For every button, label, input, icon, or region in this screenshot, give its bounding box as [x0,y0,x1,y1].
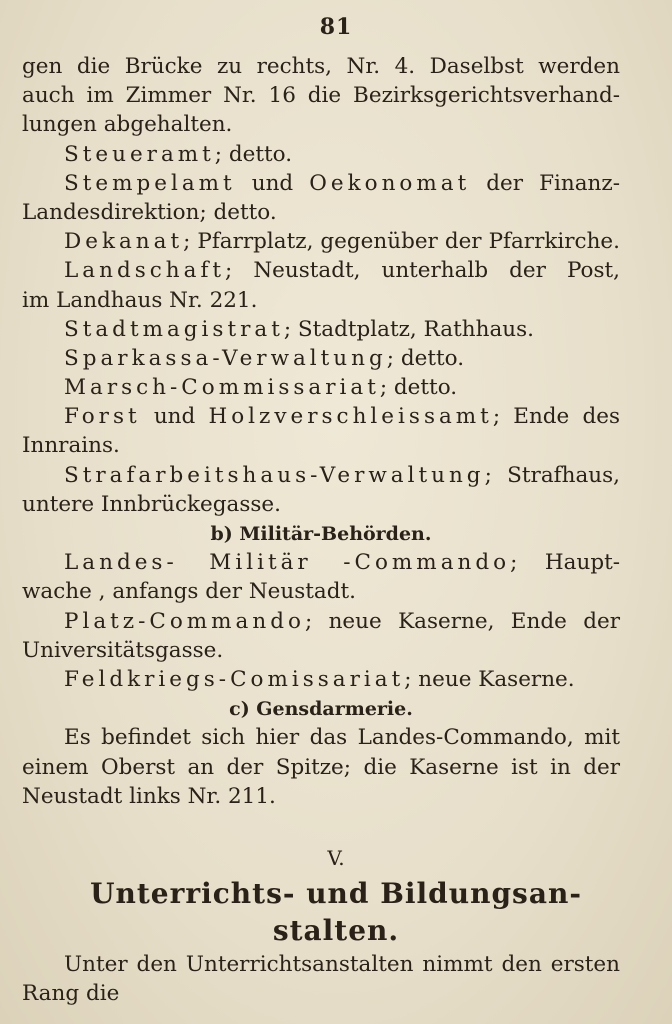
entry-name: Stempelamt [64,170,236,196]
text-line: Universitätsgasse. [22,637,224,663]
entry-detail: ; Neustadt, unterhalb der Post, [225,258,620,284]
entry-detail: und [235,170,310,196]
entry-name: Dekanat [64,229,184,255]
entry-detail: ; neue Kaserne. [404,666,575,692]
entry-name: Steueramt [64,141,215,167]
entry-stempelamt [22,169,620,198]
entry-detail: ; Stadtplatz, Rathhaus. [283,316,534,342]
entry-name: Platz-Commando [64,608,305,634]
section-number: V. [327,846,345,870]
subheading-militaer: b) Militär-Behörden. [210,523,432,545]
entry-forst [22,402,620,431]
entry-name: Landschaft [64,258,226,284]
entry-feldkriegs [22,665,620,694]
subheading-gensdarmerie: c) Gensdarmerie. [229,698,413,721]
entry-landes-militaer [22,548,620,577]
closing-text [22,950,620,1008]
text-line: einem Oberst an der Spitze; die Kaserne ist in der [22,754,620,780]
entry-detail: ; detto. [214,141,293,167]
entry-name: Holzverschleissamt [208,404,493,430]
text-line: Neustadt links Nr. 211. [22,783,276,809]
entry-strafarbeitshaus [22,461,620,490]
entry-detail: der Finanz- [470,170,620,196]
entry-sparkassa [22,344,620,373]
entry-name: Strafarbeitshaus-Verwaltung [64,462,485,488]
text-line: Unter den Unterrichtsanstalten nimmt den ersten [64,952,620,977]
entry-landschaft [22,256,620,285]
text-line: wache , anfangs der Neustadt. [22,579,356,605]
main-text [22,52,620,811]
entry-detail: ; detto. [386,345,465,371]
entry-detail: ; neue Kaserne, Ende der [304,608,620,634]
entry-name: Forst [64,404,141,430]
entry-detail: ; Pfarrplatz, gegenüber der Pfarrkirche. [183,229,620,255]
entry-detail: ; detto. [379,375,458,401]
entry-detail: und [140,404,209,430]
entry-stadtmagistrat [22,315,620,344]
entry-name: Feldkriegs-Comissariat [64,666,405,692]
section-title [0,875,672,949]
entry-dekanat [22,227,620,256]
text-line: auch im Zimmer Nr. 16 die Bezirksgerichtsverhand- [22,83,620,109]
text-line: untere Innbrückegasse. [22,491,281,517]
page-number: 81 [319,14,353,40]
entry-detail: ; Ende des [492,404,620,430]
text-line: Landesdirektion; detto. [22,199,277,225]
entry-detail: ; Strafhaus, [484,462,620,488]
entry-detail: ; Haupt- [510,550,620,576]
entry-name: Marsch-Commissariat [64,375,380,401]
text-line: im Landhaus Nr. 221. [22,287,258,313]
text-line: lungen abgehalten. [22,112,233,138]
text-line: Es befindet sich hier das Landes-Commando, mit [64,725,620,751]
section-title-line: stalten. [272,914,400,947]
entry-name: Stadtmagistrat [64,316,284,342]
entry-name: Sparkassa-Verwaltung [64,345,387,371]
entry-steueramt [22,140,620,169]
entry-marsch-commissariat [22,373,620,402]
entry-name: Landes- Militär -Commando [64,550,511,576]
entry-platz-commando [22,607,620,636]
entry-name: Oekonomat [309,170,471,196]
text-line: Innrains. [22,433,120,459]
text-line: Rang die [22,981,120,1007]
section-title-line: Unterrichts- und Bildungsan- [90,877,582,910]
text-line: gen die Brücke zu rechts, Nr. 4. Daselbst werden [22,54,620,79]
